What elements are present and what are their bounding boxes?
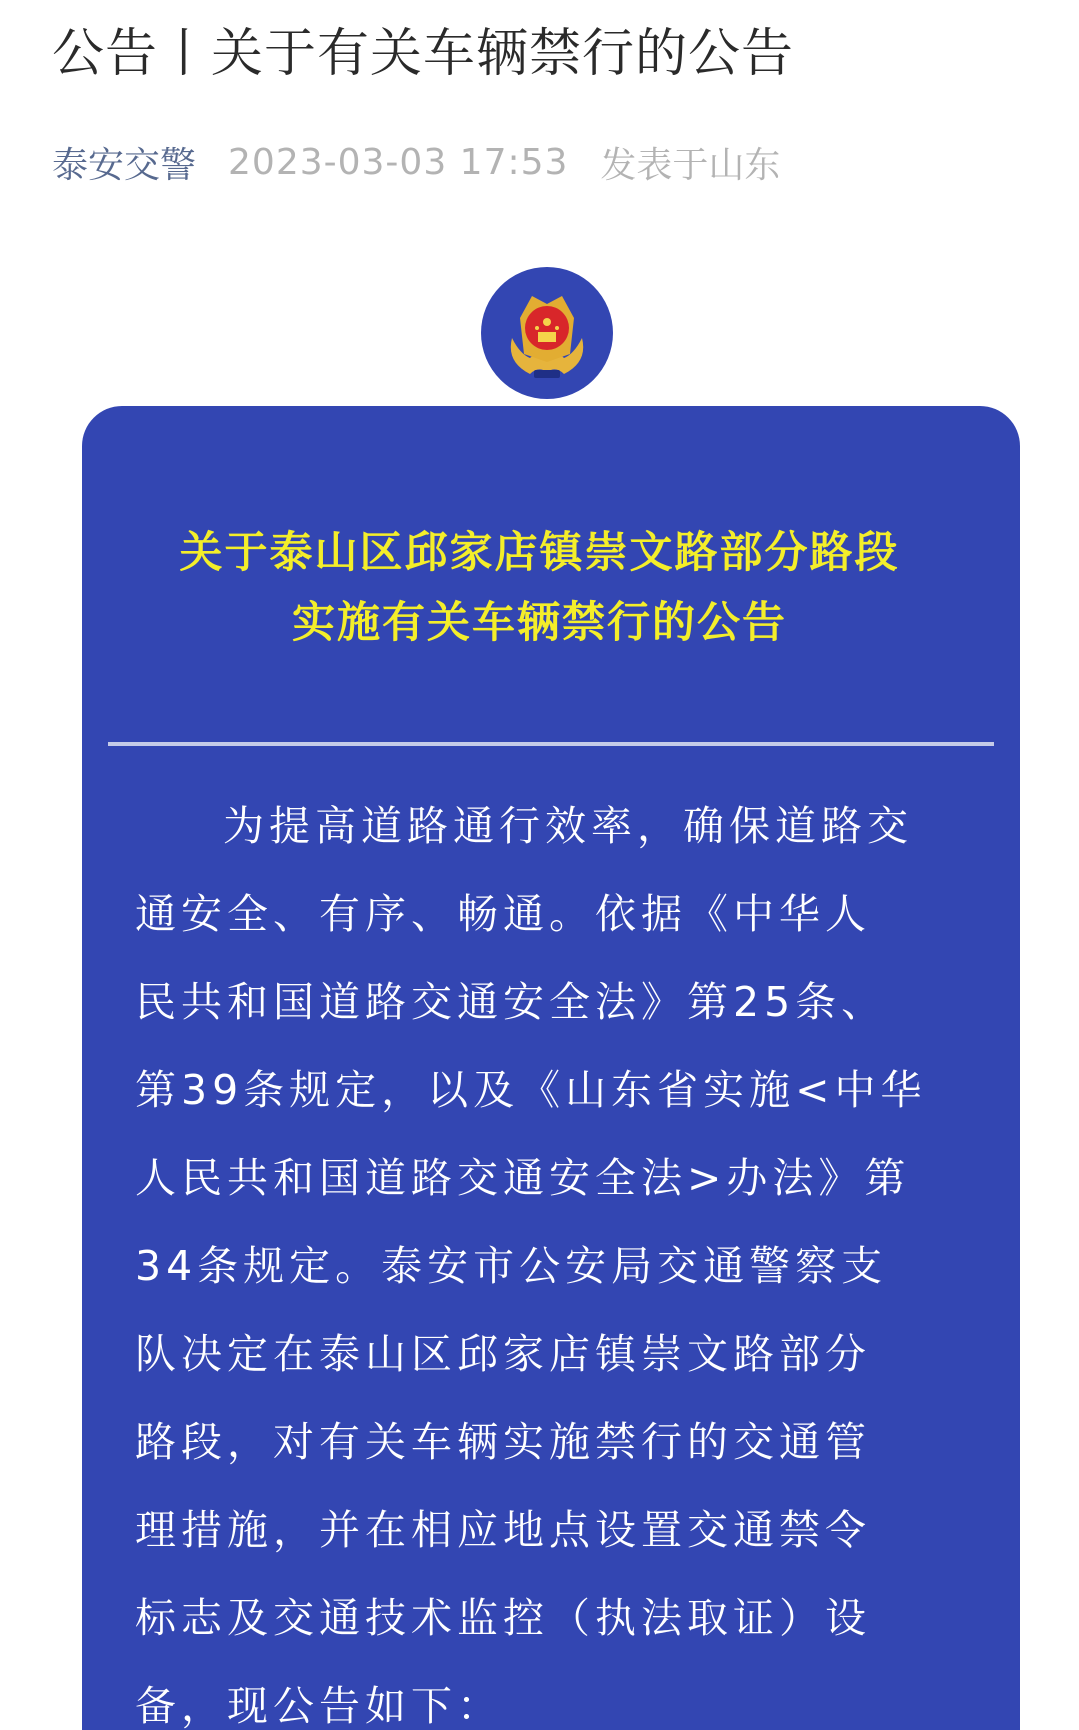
body-line: 路段，对有关车辆实施禁行的交通管 — [135, 1418, 871, 1466]
body-line: 队决定在泰山区邱家店镇崇文路部分 — [135, 1330, 871, 1378]
publish-time: 2023-03-03 17:53 — [228, 141, 569, 183]
body-line: 理措施，并在相应地点设置交通禁令 — [135, 1506, 871, 1554]
police-emblem-icon — [472, 258, 622, 408]
body-line: 为提高道路通行效率，确保道路交 — [223, 802, 913, 850]
account-name-link[interactable]: 泰安交警 — [52, 144, 197, 186]
notice-body — [135, 782, 995, 1730]
body-line: 民共和国道路交通安全法》第25条、 — [135, 978, 888, 1026]
article-meta — [52, 136, 780, 188]
body-line: 通安全、有序、畅通。依据《中华人 — [135, 890, 871, 938]
body-line: 第39条规定，以及《山东省实施<中华 — [135, 1066, 927, 1114]
body-line: 备，现公告如下： — [135, 1682, 503, 1730]
body-line: 34条规定。泰安市公安局交通警察支 — [135, 1242, 888, 1290]
notice-title-line: 实施有关车辆禁行的公告 — [292, 598, 787, 648]
article-title: 公告丨关于有关车辆禁行的公告 — [52, 24, 795, 84]
divider — [108, 742, 994, 746]
body-line: 人民共和国道路交通安全法>办法》第 — [135, 1154, 911, 1202]
publish-location: 发表于山东 — [600, 144, 781, 186]
notice-title-line: 关于泰山区邱家店镇崇文路部分路段 — [179, 528, 900, 578]
body-line: 标志及交通技术监控（执法取证）设 — [135, 1594, 871, 1642]
